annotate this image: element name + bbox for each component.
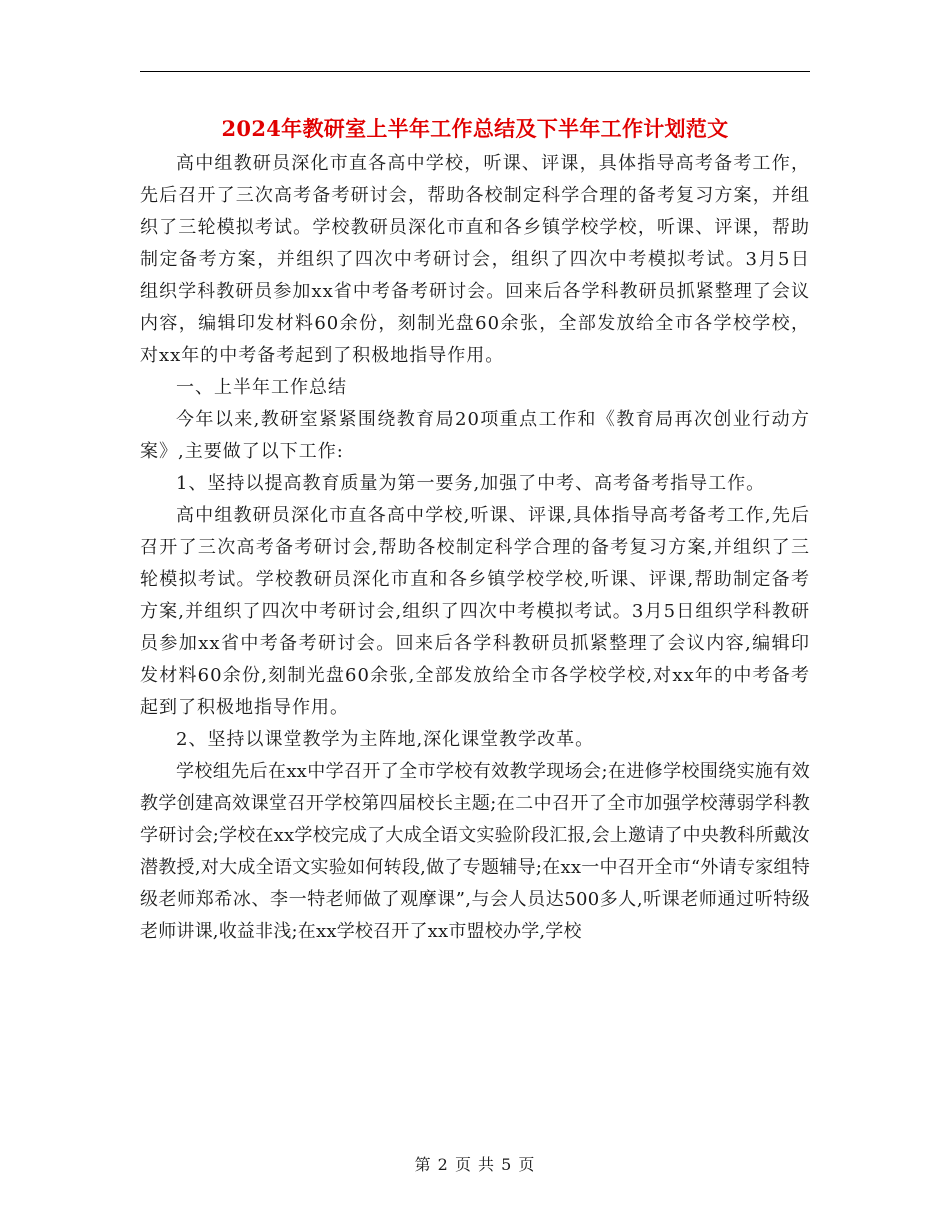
paragraph: 今年以来,教研室紧紧围绕教育局20项重点工作和《教育局再次创业行动方案》,主要做了以下工作:: [140, 409, 810, 462]
paragraph: 学校组先后在xx中学召开了全市学校有效教学现场会;在进修学校围绕实施有效教学创建高效课堂召开学校第四届校长主题;在二中召开了全市加强学校薄弱学科教学研讨会;学校在xx学校完成了大成全语文实验阶段汇报,会上邀请了中央教科所戴汝潜教授,对大成全语文实验如何转段,做了专题辅导;在xx一中召开全市“外请专家组特级老师郑希冰、李一特老师做了观摩课”,与会人员达500多人,听课老师通过听特级老师讲课,收益非浅;在xx学校召开了xx市盟校办学,学校: [140, 761, 810, 942]
page-footer: 第 2 页 共 5 页: [414, 1155, 536, 1174]
paragraph: 高中组教研员深化市直各高中学校，听课、评课，具体指导高考备考工作，先后召开了三次高考备考研讨会，帮助各校制定科学合理的备考复习方案，并组织了三轮模拟考试。学校教研员深化市直和各乡镇学校学校，听课、评课，帮助制定备考方案，并组织了四次中考研讨会，组织了四次中考模拟考试。3月5日组织学科教研员参加xx省中考备考研讨会。回来后各学科教研员抓紧整理了会议内容，编辑印发材料60余份，刻制光盘60余张，全部发放给全市各学校学校，对xx年的中考备考起到了积极地指导作用。: [140, 153, 810, 366]
document-body: [140, 148, 810, 948]
paragraph: 高中组教研员深化市直各高中学校,听课、评课,具体指导高考备考工作,先后召开了三次高考备考研讨会,帮助各校制定科学合理的备考复习方案,并组织了三轮模拟考试。学校教研员深化市直和各乡镇学校学校,听课、评课,帮助制定备考方案,并组织了四次中考研讨会,组织了四次中考模拟考试。3月5日组织学科教研员参加xx省中考备考研讨会。回来后各学科教研员抓紧整理了会议内容,编辑印发材料60余份,刻制光盘60余张,全部发放给全市各学校学校,对xx年的中考备考起到了积极地指导作用。: [140, 505, 810, 718]
numbered-heading: 2、坚持以课堂教学为主阵地,深化课堂教学改革。: [176, 729, 595, 750]
section-heading: 一、上半年工作总结: [176, 377, 347, 398]
document-title: 2024年教研室上半年工作总结及下半年工作计划范文: [221, 116, 729, 141]
header-rule: [140, 71, 810, 72]
numbered-heading: 1、坚持以提高教育质量为第一要务,加强了中考、高考备考指导工作。: [176, 473, 766, 494]
